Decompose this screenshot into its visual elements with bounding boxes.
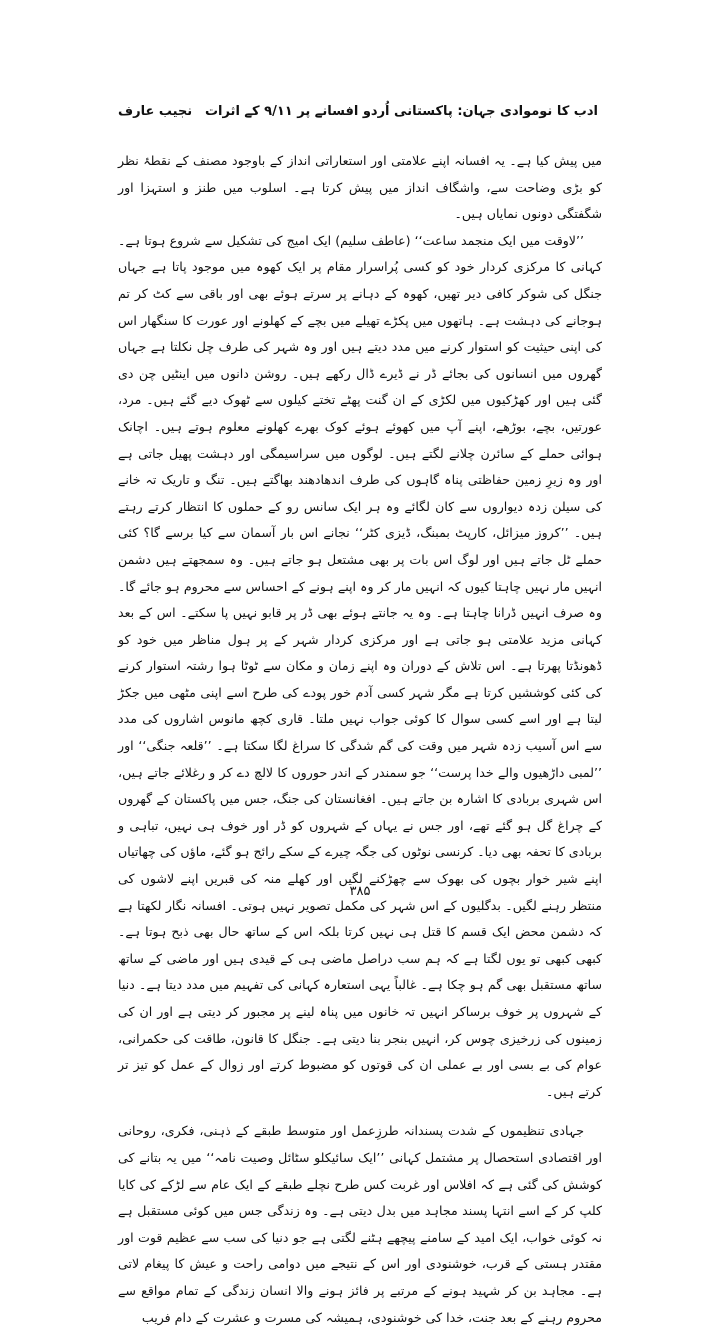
author-name: نجیب عارف: [118, 104, 193, 119]
paragraph-3: جہادی تنظیموں کے شدت پسندانہ طرزِعمل اور متوسط طبقے کے ذہنی، فکری، روحانی اور اقتصادی استحصال پر مشتمل کہانی ’’ایک سائیکلو سٹائل وصیت نامہ‘‘ میں یہ بتانے کی کوشش کی گئی ہے کہ افلاس اور غربت کس طرح نچلے طبقے کے ایک عام سے لڑکے کی کایا کلپ کر کے اسے انتہا پسند مجاہد میں بدل دیتی ہے۔ وہ زندگی جس میں کوئی مستقبل ہے نہ کوئی خواب، ایک امید کے سامنے پیچھے ہٹنے لگتی ہے جو دنیا کی سب سے عظیم قوت اور مقتدر ہستی کے قرب، خوشنودی اور اس کے نتیجے میں دوامی راحت و عیش کا پیغام لاتی ہے۔ مجاہد بن کر شہید ہونے کے مرتبے پر فائز ہونے والا انسان زندگی کے تمام مواقع سے محروم رہنے کے بعد جنت، خدا کی خوشنودی، ہمیشہ کی مسرت و عشرت کے دام فریب: [118, 1123, 602, 1325]
running-title: ادب کا نوموادی جہان: پاکستانی اُردو افسانے پر ۹/۱۱ کے اثرات: [204, 104, 598, 119]
page-number: ۳۸۵: [349, 884, 371, 899]
paragraph-1: میں پیش کیا ہے۔ یہ افسانہ اپنے علامتی اور استعاراتی انداز کے باوجود مصنف کے نقطۂ نظر کو بڑی وضاحت سے، واشگاف انداز میں پیش کرتا ہے۔ اسلوب میں طنز و استہزا اور شگفتگی دونوں نمایاں ہیں۔: [118, 153, 602, 222]
body-text: [118, 148, 602, 1331]
page-header: [118, 100, 598, 128]
paragraph-2: ’’لاوقت میں ایک منجمد ساعت‘‘ (عاطف سلیم) ایک امیج کی تشکیل سے شروع ہوتا ہے۔ کہانی کا مرکزی کردار خود کو کسی پُراسرار مقام پر ایک کھوہ میں موجود پاتا ہے جہاں جنگل کی شوکر کافی دیر تھیں، کھوہ کے دہانے پر سرتے ہوئے بھی اور باقی سے کٹ کر تم ہوجانے کی دہشت ہے۔ ہاتھوں میں پکڑے تھیلے میں بچے کے کھلونے اور عورت کا سنگھار اس کی اپنی حیثیت کو استوار کرنے میں مدد دیتے ہیں اور وہ شہر کی طرف چل نکلتا ہے جہاں گھروں میں انسانوں کی بجائے ڈر نے ڈیرے ڈال رکھے ہیں۔ روشن دانوں میں اینٹیں چن دی گئی ہیں اور کھڑکیوں میں لکڑی کے ان گنت پھٹے تختے کیلوں سے ٹھوک دیے گئے ہیں۔ مرد، عورتیں، بچے، بوڑھے، اپنے آپ میں کھوئے ہوئے کوک بھرے کھلونے معلوم ہوتے ہیں۔ اچانک ہوائی حملے کے سائرن چلانے لگتے ہیں۔ لوگوں میں سراسیمگی اور دہشت پھیل جاتی ہے اور وہ زیرِ زمین حفاظتی پناہ گاہوں کی طرف اندھادھند بھاگتے ہیں۔ تنگ و تاریک تہ خانے کی سیلن زدہ دیواروں سے کان لگائے وہ ہر ایک سانس رو کے حملوں کا انتظار کرتے رہتے ہیں۔ ’’کروز میزائل، کارپٹ بمبنگ، ڈیزی کٹر‘‘ نجانے اس بار آسمان سے کیا برسے گا؟ کئی حملے ٹل جاتے ہیں اور لوگ اس بات پر بھی مشتعل ہو جاتے ہیں۔ وہ سمجھتے ہیں دشمن انہیں مار نہیں چاہتا کیوں کہ انہیں مار کر وہ اپنے ہونے کے احساس سے محروم ہو جائے گا۔ وہ صرف انہیں ڈرانا چاہتا ہے۔ وہ یہ جانتے ہوئے بھی ڈر پر قابو نہیں پا سکتے۔ اس کے بعد کہانی مزید علامتی ہو جاتی ہے اور مرکزی کردار شہر کے پر ہول مناظر میں خود کو ڈھونڈتا پھرتا ہے۔ اس تلاش کے دوران وہ اپنے زمان و مکان سے ٹوٹا ہوا رشتہ استوار کرنے کی کئی کوششیں کرتا ہے مگر شہر کسی آدم خور پودے کی طرح اسے اپنی مٹھی میں جکڑ لیتا ہے اور اسے کسی سوال کا کوئی جواب نہیں ملتا۔ قاری کچھ مانوس اشاروں کی مدد سے اس آسیب زدہ شہر میں وقت کی گم شدگی کا سراغ لگا سکتا ہے۔ ’’قلعہ جنگی‘‘ اور ’’لمبی داڑھیوں والے خدا پرست‘‘ جو سمندر کے اندر حوروں کا لالچ دے کر و رغلائے جاتے ہیں، اس شہری بربادی کا اشارہ بن جاتے ہیں۔ افغانستان کی جنگ، جس میں پاکستان کے گھروں کے چراغ گل ہو گئے تھے، اور جس نے یہاں کے شہروں کو ڈر اور خوف ہی نہیں، تباہی و بربادی کا تحفہ بھی دیا۔ کرنسی نوٹوں کی جگہ چیرے کے سکے رائج ہو گئے، ماؤں کی چھاتیاں اپنے شیر خوار بچوں کی بھوک سے چھڑکنے لگیں اور کھلے منہ کی قبریں اپنے لاشوں کی منتظر رہنے لگیں۔ بدگلیوں کے اس شہر کی مکمل تصویر نہیں ہوتی۔ افسانہ نگار لکھتا ہے کہ دشمن محض ایک قسم کا قتل ہی نہیں کرتا بلکہ اس کے ساتھ حال بھی ذبح ہوتا ہے۔ کبھی کبھی تو یوں لگتا ہے کہ ہم سب دراصل ماضی ہی کے قیدی ہیں اور ماضی کے ساتھ ساتھ مستقبل بھی گم ہو چکا ہے۔ غالباً یہی استعارہ کہانی کی تفہیم میں مدد دیتا ہے۔ دنیا کے شہروں پر خوف برساکر انہیں تہ خانوں میں پناہ لینے پر مجبور کر دیتی ہے اور ان کی زمینوں کی زرخیزی چوس کر، انہیں بنجر بنا دیتی ہے۔ جنگل کا قانون، طاقت کی حکمرانی، عوام کی بے بسی اور بے عملی ان کی قوتوں کو مضبوط کرتے اور زوال کے عمل کو تیز تر کرتے ہیں۔: [118, 232, 602, 1099]
